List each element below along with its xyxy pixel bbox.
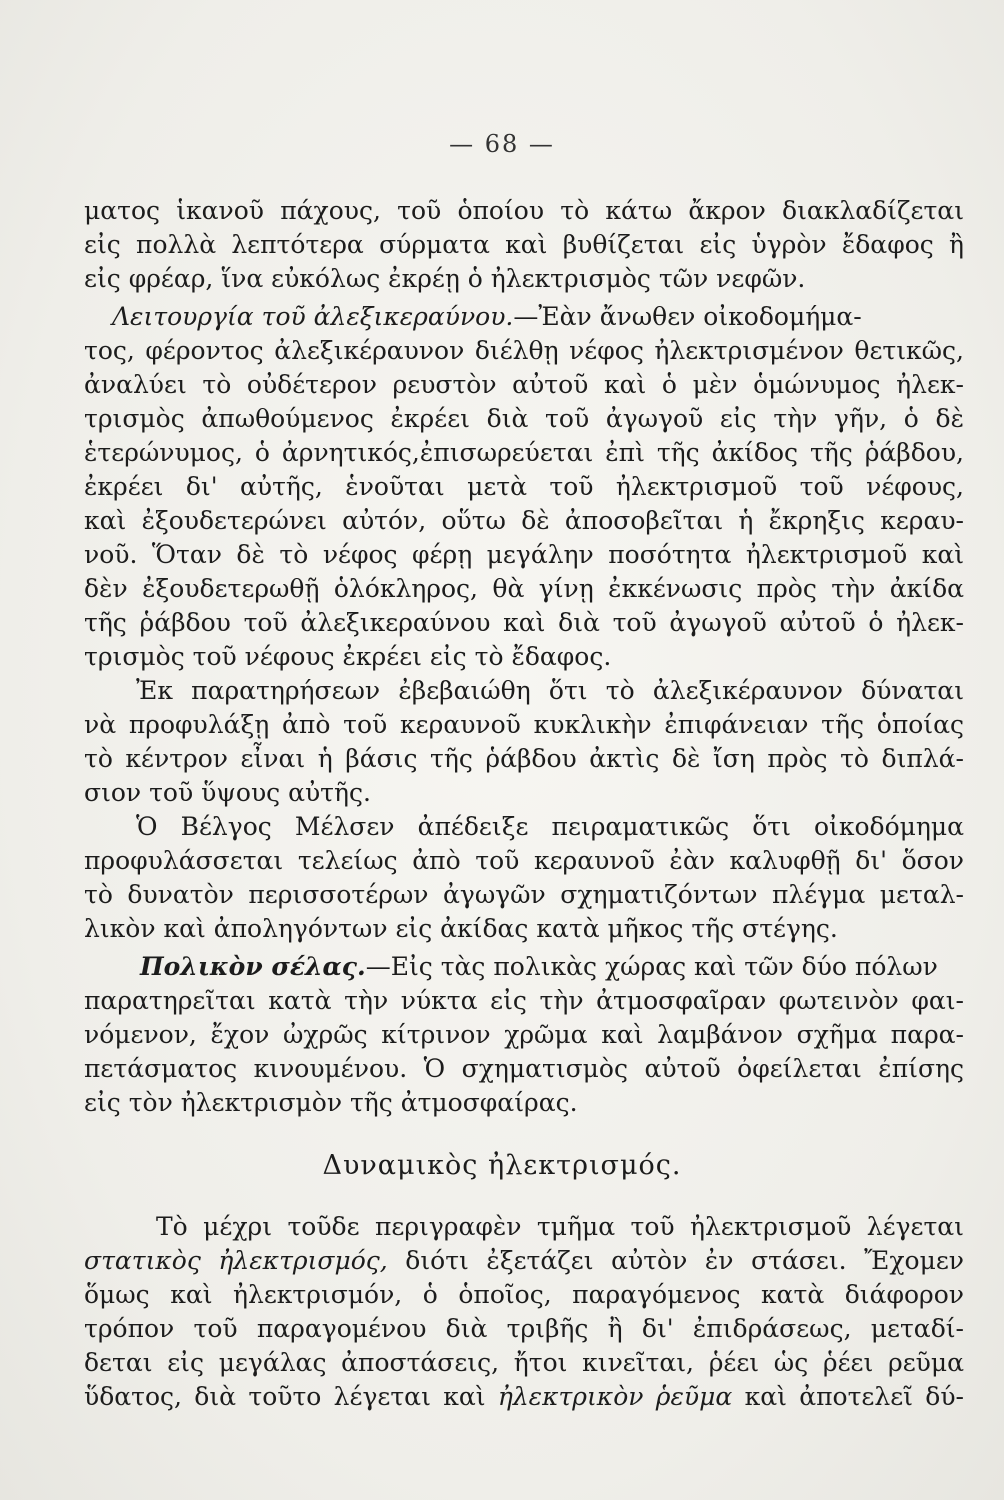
text-line: σιον τοῦ ὕψους αὐτῆς. xyxy=(84,778,371,807)
text-line: ἀναλύει τὸ οὐδέτερον ρευστὸν αὐτοῦ καὶ ὁ μὲν ὁμώνυμος ἠλεκ- xyxy=(84,370,964,399)
text-line: δεται εἰς μεγάλας ἀποστάσεις, ἤτοι κινεῖται, ῥέει ὡς ῥέει ρεῦμα xyxy=(84,1348,964,1377)
text-line: Ὁ Βέλγος Μέλσεν ἀπέδειξε πειραματικῶς ὅτι οἰκοδόμημα xyxy=(136,812,964,841)
text-line: ματος ἱκανοῦ πάχους, τοῦ ὁποίου τὸ κάτω ἄκρον διακλαδίζεται xyxy=(84,196,964,225)
text-line: νόμενον, ἔχον ὠχρῶς κίτρινον χρῶμα καὶ λαμβάνον σχῆμα παρα- xyxy=(84,1020,964,1049)
text-line: τος, φέροντος ἀλεξικέραυνον διέλθῃ νέφος ἠλεκτρισμένον θετικῶς, xyxy=(84,336,964,365)
text-span: καὶ ἀποτελεῖ δύ- xyxy=(732,1382,964,1411)
text-line: ὅμως καὶ ἠλεκτρισμόν, ὁ ὁποῖος, παραγόμενος κατὰ διάφορον xyxy=(84,1280,964,1309)
text-line xyxy=(84,1380,964,1414)
section-title-alexikeravno: Λειτουργία τοῦ ἀλεξικεραύνου. xyxy=(112,302,514,331)
text-line: καὶ ἐξουδετερώνει αὐτόν, οὕτω δὲ ἀποσοβεῖται ἡ ἔκρηξις κεραυ- xyxy=(84,506,964,535)
text-line: δὲν ἐξουδετερωθῇ ὁλόκληρος, θὰ γίνῃ ἐκκένωσις πρὸς τὴν ἀκίδα xyxy=(84,574,964,603)
italic-term-static-electricity: στατικὸς ἠλεκτρισμός, xyxy=(84,1246,388,1275)
section-title-line xyxy=(84,300,964,334)
text-span: ὕδατος, διὰ τοῦτο λέγεται καὶ xyxy=(84,1382,498,1411)
text-line: προφυλάσσεται τελείως ἀπὸ τοῦ κεραυνοῦ ἐὰν καλυφθῇ δι' ὅσον xyxy=(84,846,964,875)
text-line: τρισμὸς ἀπωθούμενος ἐκρέει διὰ τοῦ ἀγωγοῦ εἰς τὴν γῆν, ὁ δὲ xyxy=(84,404,964,433)
text-line: Ἐκ παρατηρήσεων ἐβεβαιώθη ὅτι τὸ ἀλεξικέραυνον δύναται xyxy=(136,676,964,705)
section-title-line xyxy=(84,950,964,984)
text-line: παρατηρεῖται κατὰ τὴν νύκτα εἰς τὴν ἀτμοσφαῖραν φωτεινὸν φαι- xyxy=(84,986,964,1015)
text-line: εἰς τὸν ἠλεκτρισμὸν τῆς ἀτμοσφαίρας. xyxy=(84,1088,578,1117)
text-line: ἑτερώνυμος, ὁ ἀρνητικός,ἐπισωρεύεται ἐπὶ τῆς ἀκίδος τῆς ῥάβδου, xyxy=(84,438,964,467)
text-line: τῆς ῥάβδου τοῦ ἀλεξικεραύνου καὶ διὰ τοῦ ἀγωγοῦ αὐτοῦ ὁ ἠλεκ- xyxy=(84,608,964,637)
text-span: διότι ἐξετάζει αὐτὸν ἐν στάσει. Ἔχομεν xyxy=(387,1246,964,1275)
text-line: τὸ κέντρον εἶναι ἡ βάσις τῆς ῥάβδου ἀκτὶς δὲ ἴση πρὸς τὸ διπλά- xyxy=(84,744,964,773)
text-line: εἰς πολλὰ λεπτότερα σύρματα καὶ βυθίζεται εἰς ὑγρὸν ἔδαφος ἢ xyxy=(84,230,964,259)
text-line: εἰς φρέαρ, ἵνα εὐκόλως ἐκρέῃ ὁ ἠλεκτρισμὸς τῶν νεφῶν. xyxy=(84,264,806,293)
section-title-polikon-selas: Πολικὸν σέλας. xyxy=(140,952,366,981)
page-number: — 68 — xyxy=(449,130,555,158)
text-span: —Ἐὰν ἄνωθεν οἰκοδομήμα- xyxy=(513,302,862,331)
text-line: νοῦ. Ὅταν δὲ τὸ νέφος φέρῃ μεγάλην ποσότητα ἠλεκτρισμοῦ καὶ xyxy=(84,540,964,569)
text-line: πετάσματος κινουμένου. Ὁ σχηματισμὸς αὐτοῦ ὀφείλεται ἐπίσης xyxy=(84,1054,964,1083)
text-line: λικὸν καὶ ἀποληγόντων εἰς ἀκίδας κατὰ μῆκος τῆς στέγης. xyxy=(84,914,838,943)
text-line: τὸ δυνατὸν περισσοτέρων ἀγωγῶν σχηματιζόντων πλέγμα μεταλ- xyxy=(84,880,964,909)
text-line: τρόπον τοῦ παραγομένου διὰ τριβῆς ἢ δι' ἐπιδράσεως, μεταδί- xyxy=(84,1314,964,1343)
text-line: νὰ προφυλάξῃ ἀπὸ τοῦ κεραυνοῦ κυκλικὴν ἐπιφάνειαν τῆς ὁποίας xyxy=(84,710,964,739)
section-heading-dynamic-electricity: Δυναμικὸς ἠλεκτρισμός. xyxy=(322,1150,682,1181)
text-span: —Εἰς τὰς πολικὰς χώρας καὶ τῶν δύο πόλων xyxy=(365,952,938,981)
text-line: Τὸ μέχρι τοῦδε περιγραφὲν τμῆμα τοῦ ἠλεκτρισμοῦ λέγεται xyxy=(156,1212,964,1241)
italic-term-electric-current: ἠλεκτρικὸν ῥεῦμα xyxy=(497,1382,733,1411)
text-line xyxy=(84,1244,964,1278)
text-line: ἐκρέει δι' αὐτῆς, ἑνοῦται μετὰ τοῦ ἠλεκτρισμοῦ τοῦ νέφους, xyxy=(84,472,964,501)
text-line: τρισμὸς τοῦ νέφους ἐκρέει εἰς τὸ ἔδαφος. xyxy=(84,642,612,671)
